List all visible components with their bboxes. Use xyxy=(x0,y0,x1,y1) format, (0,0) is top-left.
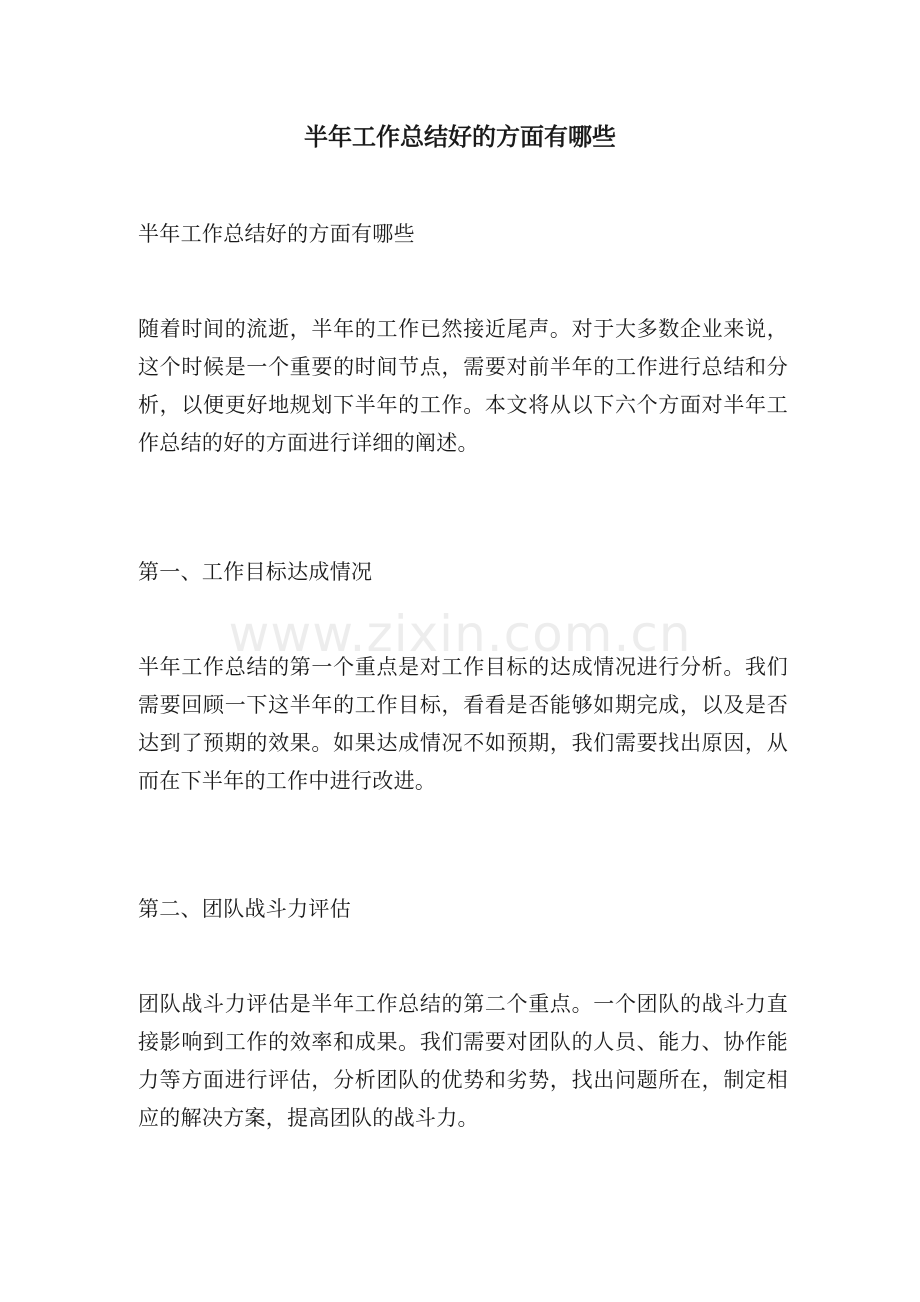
document-subtitle: 半年工作总结好的方面有哪些 xyxy=(138,222,415,246)
section-1-heading: 第一、工作目标达成情况 xyxy=(138,560,373,584)
intro-paragraph: 随着时间的流逝，半年的工作已然接近尾声。对于大多数企业来说，这个时候是一个重要的时间节点，需要对前半年的工作进行总结和分析，以便更好地规划下半年的工作。本文将从以下六个方面对半年工作总结的好的方面进行详细的阐述。 xyxy=(138,317,788,455)
section-2-heading: 第二、团队战斗力评估 xyxy=(138,897,351,921)
document-title: 半年工作总结好的方面有哪些 xyxy=(304,122,616,151)
watermark: www.zixin.com.cn xyxy=(228,605,692,663)
section-2-body: 团队战斗力评估是半年工作总结的第二个重点。一个团队的战斗力直接影响到工作的效率和成果。我们需要对团队的人员、能力、协作能力等方面进行评估，分析团队的优势和劣势，找出问题所在，制定相应的解决方案，提高团队的战斗力。 xyxy=(138,992,788,1130)
section-1-body: 半年工作总结的第一个重点是对工作目标的达成情况进行分析。我们需要回顾一下这半年的工作目标，看看是否能够如期完成，以及是否达到了预期的效果。如果达成情况不如预期，我们需要找出原因，从而在下半年的工作中进行改进。 xyxy=(138,655,788,793)
